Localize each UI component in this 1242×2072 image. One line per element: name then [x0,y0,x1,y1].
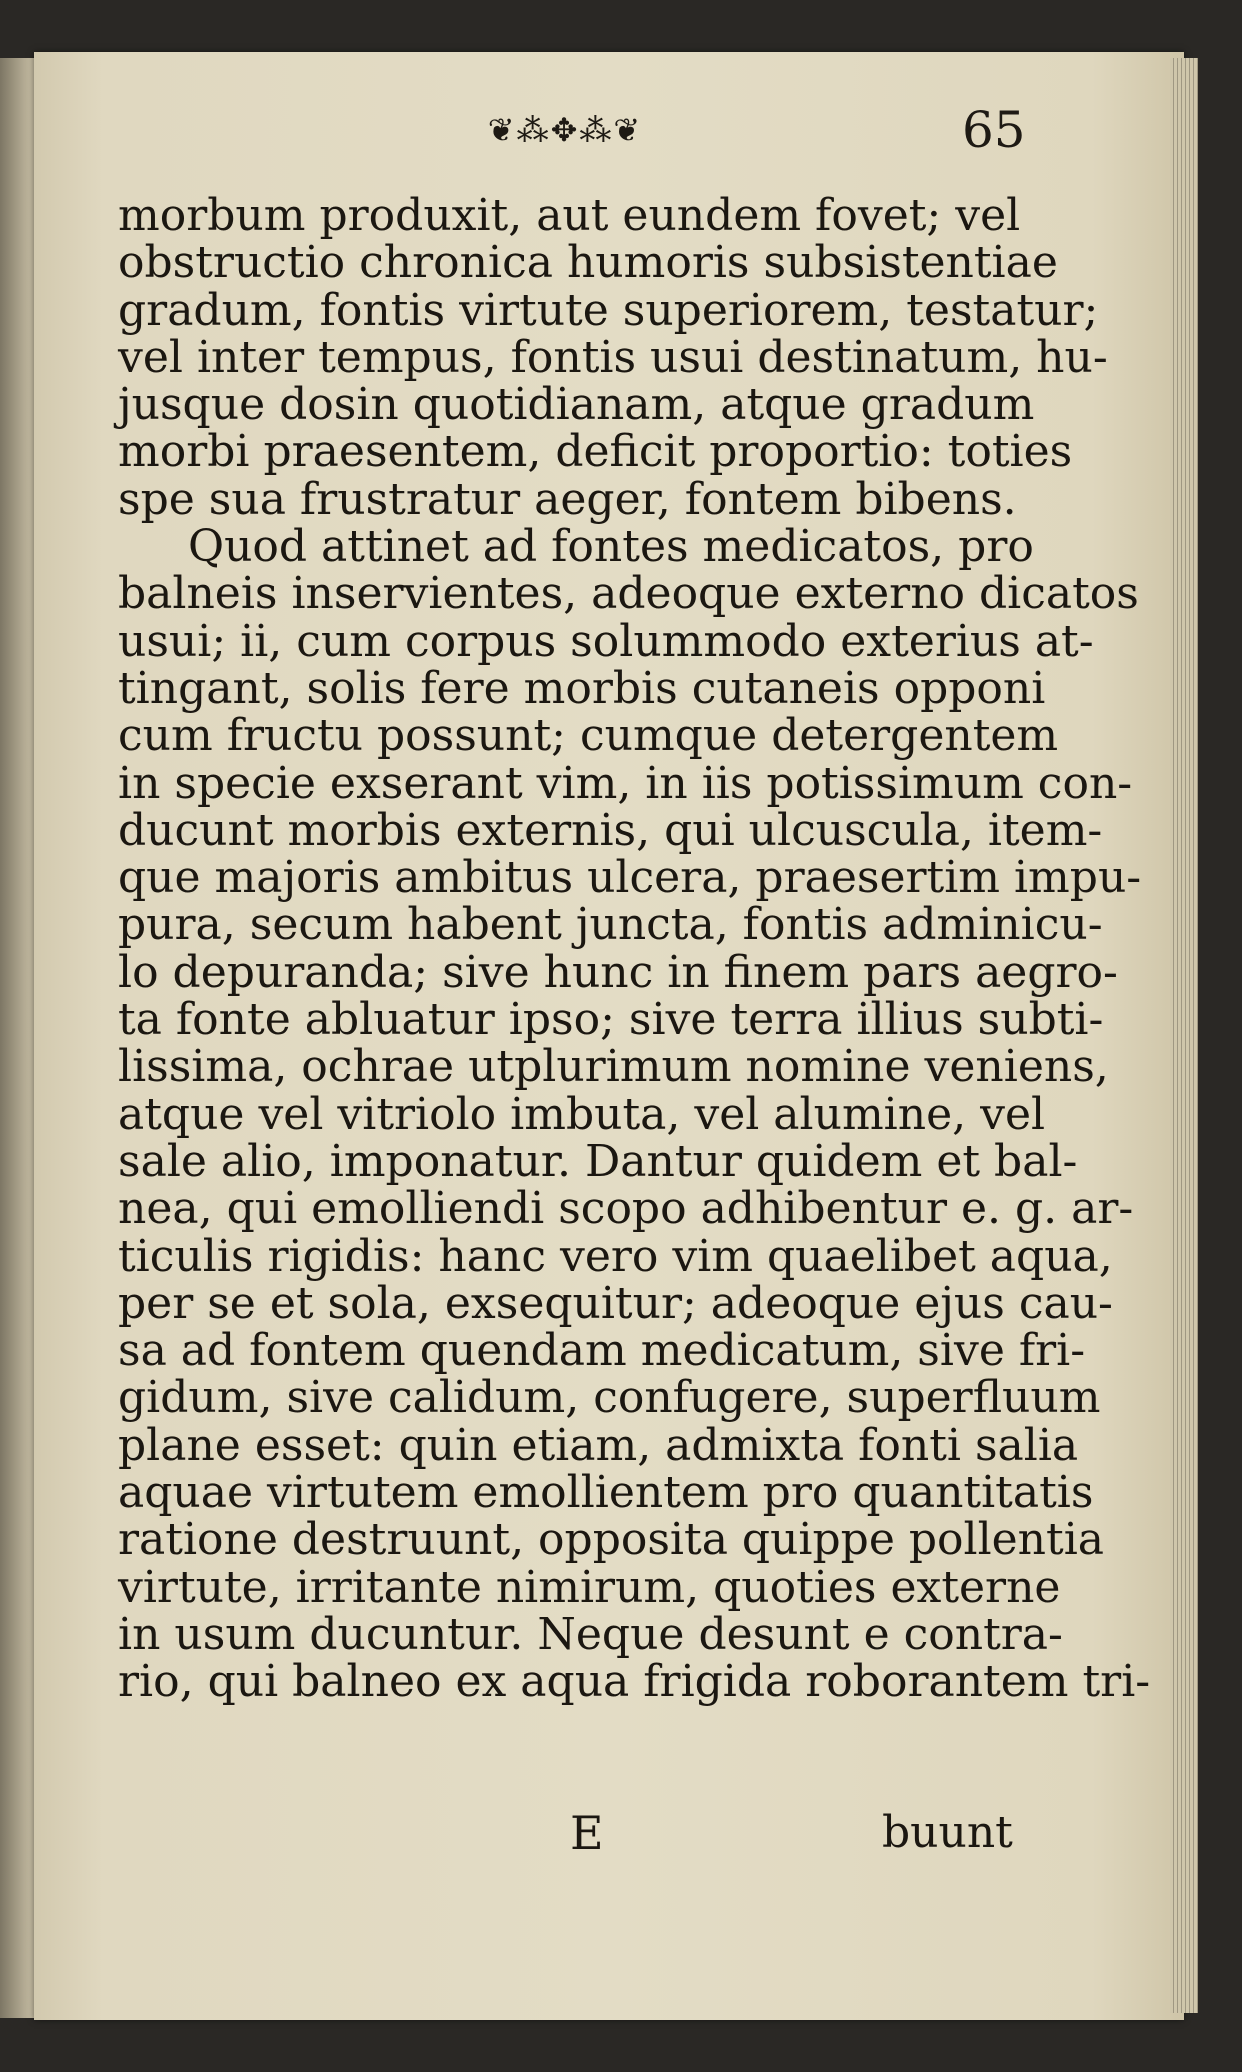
text-line: ta fonte abluatur ipso; sive terra illius subti- [118,994,1104,1046]
text-line: ducunt morbis externis, qui ulcuscula, item- [118,804,1103,856]
text-line: lo depuranda; sive hunc in finem pars aegro- [118,946,1118,998]
text-line: ticulis rigidis: hanc vero vim quaelibet aqua, [118,1230,1113,1282]
text-line: in specie exserant vim, in iis potissimum con- [118,757,1133,809]
page-edges [1170,58,1198,2013]
text-line: morbi praesentem, deficit proportio: toties [118,426,1073,478]
text-line: sale alio, imponatur. Dantur quidem et bal- [118,1135,1078,1187]
text-line: jusque dosin quotidianam, atque gradum [118,379,1035,431]
header-ornament: ❦⁂✥⁂❦ [487,111,643,149]
text-line: lissima, ochrae utplurimum nomine veniens, [118,1041,1109,1093]
text-line: sa ad fontem quendam medicatum, sive fri- [118,1325,1086,1377]
text-line: vel inter tempus, fontis usui destinatum, hu- [118,331,1108,383]
text-line: plane esset: quin etiam, admixta fonti salia [118,1419,1079,1471]
facing-page-edge [0,58,34,2018]
text-line: cum fructu possunt; cumque detergentem [118,710,1059,762]
text-line: ratione destruunt, opposita quippe pollentia [118,1514,1105,1566]
text-line: per se et sola, exsequitur; adeoque ejus cau- [118,1277,1113,1329]
text-line: obstructio chronica humoris subsistentiae [118,237,1058,289]
text-line: usui; ii, cum corpus solummodo exterius at- [118,615,1094,667]
text-line: atque vel vitriolo imbuta, vel alumine, vel [118,1088,1046,1140]
text-line: virtute, irritante nimirum, quoties externe [118,1561,1061,1613]
body-text [118,190,1151,1708]
text-line: nea, qui emolliendi scopo adhibentur e. g. ar- [118,1183,1134,1235]
text-line: que majoris ambitus ulcera, praesertim impu- [118,852,1142,904]
page-number: 65 [962,101,1026,159]
catchword: buunt [882,1807,1013,1858]
text-line: aquae virtutem emollientem pro quantitatis [118,1467,1094,1519]
text-line: rio, qui balneo ex aqua frigida roborantem tri- [118,1656,1151,1708]
text-line: Quod attinet ad fontes medicatos, pro [188,521,1034,573]
text-line: pura, secum habent juncta, fontis adminicu- [118,899,1103,951]
text-line: morbum produxit, aut eundem fovet; vel [118,190,1021,241]
text-line: in usum ducuntur. Neque desunt e contra- [118,1608,1063,1660]
text-line: spe sua frustratur aeger, fontem bibens. [118,473,1017,525]
text-line: gradum, fontis virtute superiorem, testatur; [118,284,1099,336]
text-line: balneis inservientes, adeoque externo dicatos [118,568,1139,620]
text-line: tingant, solis fere morbis cutaneis opponi [118,662,1046,714]
signature-mark: E [570,1806,604,1860]
text-line: gidum, sive calidum, confugere, superfluum [118,1372,1101,1424]
